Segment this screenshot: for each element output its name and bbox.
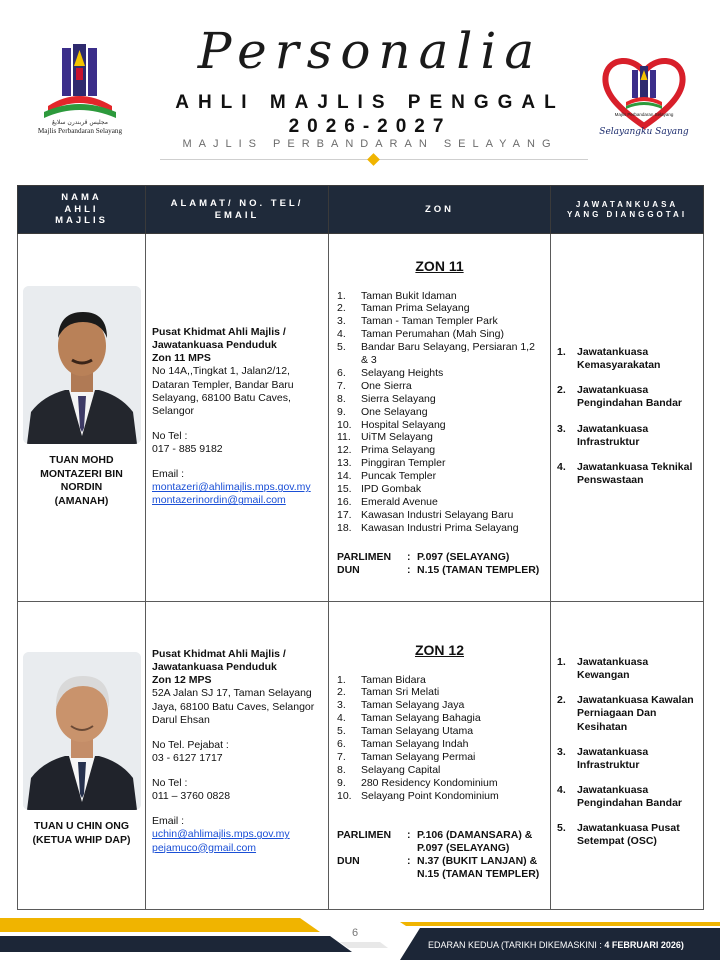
committee-list xyxy=(557,346,697,487)
list-number: 7. xyxy=(337,750,346,763)
list-item-text: Taman - Taman Templer Park xyxy=(361,315,498,328)
list-item-text: Taman Selayang Bahagia xyxy=(361,712,481,725)
list-number: 4. xyxy=(337,328,346,341)
table-header-row xyxy=(18,186,704,234)
area-item xyxy=(337,367,542,380)
list-number: 2. xyxy=(557,694,566,707)
office-tel-label: No Tel. Pejabat : xyxy=(152,738,229,751)
area-item xyxy=(337,406,542,419)
table-row xyxy=(18,602,704,910)
office-tel-number: 03 - 6127 1717 xyxy=(152,751,223,764)
page-number: 6 xyxy=(352,927,359,939)
area-item xyxy=(337,380,542,393)
email-link-secondary[interactable]: pejamuco@gmail.com xyxy=(152,841,257,854)
list-item-text: Taman Selayang Permai xyxy=(361,750,476,763)
area-item xyxy=(337,444,542,457)
list-item-text: Emerald Avenue xyxy=(361,496,438,508)
list-item-text: One Sierra xyxy=(361,379,412,392)
office-zone: Zon 11 MPS xyxy=(152,352,211,365)
list-number: 14. xyxy=(337,470,352,483)
tel-number: 017 - 885 9182 xyxy=(152,443,223,455)
list-number: 2. xyxy=(337,302,346,315)
column-header-address: ALAMAT/ NO. TEL/ EMAIL xyxy=(146,186,329,234)
area-item xyxy=(337,470,542,483)
committee-item xyxy=(557,656,697,682)
list-item-text: Selayang Heights xyxy=(361,366,444,379)
tel-label: No Tel : xyxy=(152,429,188,442)
area-item xyxy=(337,509,542,522)
list-item-text: Jawatankuasa Infrastruktur xyxy=(577,422,649,448)
area-item xyxy=(337,393,542,406)
committees-cell xyxy=(551,602,704,910)
column-header-committees: JAWATANKUASA YANG DIANGGOTAI xyxy=(551,186,704,234)
list-number: 4. xyxy=(337,712,346,725)
list-item-text: Hospital Selayang xyxy=(361,418,446,431)
member-name: TUAN U CHIN ONG xyxy=(33,820,130,832)
list-item-text: Taman Prima Selayang xyxy=(361,302,470,315)
script-title: Personalia xyxy=(197,22,543,80)
list-number: 1. xyxy=(337,673,346,686)
dun-value: N.15 (TAMAN TEMPLER) xyxy=(417,563,540,576)
member-photo xyxy=(23,652,141,810)
list-number: 4. xyxy=(557,460,566,473)
area-item xyxy=(337,522,542,535)
parlimen-value: P.097 (SELAYANG) xyxy=(417,550,510,563)
zone-cell xyxy=(329,234,551,602)
area-item xyxy=(337,431,542,444)
area-item xyxy=(337,790,542,803)
area-list xyxy=(337,290,542,535)
dun-label: DUN xyxy=(337,854,360,867)
member-cell xyxy=(18,602,146,910)
list-number: 3. xyxy=(557,745,566,758)
council-name: MAJLIS PERBANDARAN SELAYANG xyxy=(182,138,558,150)
area-item xyxy=(337,738,542,751)
zone-cell xyxy=(329,602,551,910)
committee-item xyxy=(557,822,697,848)
tel-label: No Tel : xyxy=(152,777,188,789)
member-party: (AMANAH) xyxy=(54,494,109,507)
list-item-text: Taman Perumahan (Mah Sing) xyxy=(361,328,504,341)
list-item-text: IPD Gombak xyxy=(361,483,422,496)
list-item-text: Jawatankuasa Kewangan xyxy=(577,656,649,682)
list-number: 2. xyxy=(557,384,566,397)
member-cell xyxy=(18,234,146,602)
list-number: 10. xyxy=(337,418,352,431)
office-zone: Zon 12 MPS xyxy=(152,674,212,687)
list-number: 1. xyxy=(557,346,566,358)
committee-item xyxy=(557,784,697,810)
list-item-text: Sierra Selayang xyxy=(361,392,436,405)
list-number: 4. xyxy=(557,783,566,796)
list-item-text: 280 Residency Kondominium xyxy=(361,776,498,789)
list-number: 5. xyxy=(337,725,346,738)
member-photo xyxy=(23,286,141,444)
area-item xyxy=(337,496,542,509)
list-number: 8. xyxy=(337,392,346,405)
area-item xyxy=(337,290,542,303)
parlimen-value: P.106 (DAMANSARA) & P.097 (SELAYANG) xyxy=(417,828,533,854)
committee-item xyxy=(557,346,697,372)
dun-value: N.37 (BUKIT LANJAN) & N.15 (TAMAN TEMPLER) xyxy=(417,854,540,880)
selayangku-sayang-logo xyxy=(598,48,690,138)
list-item-text: Taman Selayang Jaya xyxy=(361,699,465,712)
list-number: 3. xyxy=(557,422,566,435)
list-number: 15. xyxy=(337,483,352,496)
list-item-text: Puncak Templer xyxy=(361,470,437,483)
area-item xyxy=(337,777,542,790)
area-item xyxy=(337,302,542,315)
list-item-text: Selayang Point Kondominium xyxy=(361,789,499,802)
list-item-text: Jawatankuasa Pusat Setempat (OSC) xyxy=(577,822,680,848)
revision-note-prefix: EDARAN KEDUA (TARIKH DIKEMASKINI : xyxy=(428,940,602,950)
list-item-text: Jawatankuasa Kemasyarakatan xyxy=(577,346,661,372)
list-number: 9. xyxy=(337,776,346,789)
committee-item xyxy=(557,694,697,733)
area-item xyxy=(337,315,542,328)
list-item-text: Bandar Baru Selayang, Persiaran 1,2 & 3 xyxy=(361,341,535,367)
list-number: 13. xyxy=(337,457,352,470)
list-number: 12. xyxy=(337,444,352,457)
svg-text:Selayangku Sayang: Selayangku Sayang xyxy=(599,127,689,137)
zone-title: ZON 11 xyxy=(415,258,464,274)
area-item xyxy=(337,751,542,764)
list-item-text: Jawatankuasa Infrastruktur xyxy=(577,745,649,771)
dun-label: DUN xyxy=(337,563,360,576)
list-number: 17. xyxy=(337,508,352,521)
list-item-text: Jawatankuasa Teknikal Penswastaan xyxy=(577,460,693,486)
area-item xyxy=(337,725,542,738)
area-item xyxy=(337,764,542,777)
table-row xyxy=(18,234,704,602)
list-item-text: Taman Selayang Indah xyxy=(361,738,469,751)
list-number: 9. xyxy=(337,405,346,418)
list-number: 11. xyxy=(337,431,351,444)
area-item xyxy=(337,699,542,712)
list-item-text: Pinggiran Templer xyxy=(361,457,446,470)
parlimen-label: PARLIMEN xyxy=(337,828,392,841)
area-item xyxy=(337,328,542,341)
svg-text:Majlis Perbandaran Selayang: Majlis Perbandaran Selayang xyxy=(614,112,674,117)
list-number: 1. xyxy=(337,289,346,302)
list-number: 6. xyxy=(337,738,346,751)
area-item xyxy=(337,686,542,699)
area-item xyxy=(337,483,542,496)
contact-cell xyxy=(146,602,329,910)
email-link-primary[interactable]: montazeri@ahlimajlis.mps.gov.my xyxy=(152,481,311,494)
committee-item xyxy=(557,384,697,410)
revision-date: 4 FEBRUARI 2026) xyxy=(604,940,684,950)
contact-cell xyxy=(146,234,329,602)
constituency-info: PARLIMEN : P.097 (SELAYANG) DUN : N.15 (TAMAN TEMPLER) xyxy=(337,550,540,576)
list-number: 3. xyxy=(337,699,346,712)
email-label: Email : xyxy=(152,815,185,828)
revision-note xyxy=(428,940,684,950)
list-item-text: Kawasan Industri Prima Selayang xyxy=(361,521,519,534)
area-item xyxy=(337,419,542,432)
svg-text:Majlis Perbandaran Selayang: Majlis Perbandaran Selayang xyxy=(37,127,123,135)
constituency-info: PARLIMEN : P.106 (DAMANSARA) & P.097 (SELAYANG) DUN : N.37 (BUKIT LANJAN) & N.15 (TAMAN TEMPLER) xyxy=(337,829,542,881)
tel-number: 011 – 3760 0828 xyxy=(152,790,231,803)
committee-list xyxy=(557,656,697,848)
area-list xyxy=(337,674,542,803)
list-number: 16. xyxy=(337,496,352,508)
list-item-text: Prima Selayang xyxy=(361,444,436,457)
list-item-text: Selayang Capital xyxy=(361,763,441,776)
office-address: 52A Jalan SJ 17, Taman Selayang Jaya, 68100 Batu Caves, Selangor Darul Ehsan xyxy=(152,687,315,726)
list-item-text: One Selayang xyxy=(361,405,428,418)
list-item-text: Kawasan Industri Selayang Baru xyxy=(361,508,514,521)
email-label: Email : xyxy=(152,468,185,481)
committee-item xyxy=(557,461,697,487)
page-title: AHLI MAJLIS PENGGAL xyxy=(175,92,565,113)
svg-text:مجليس ڤربندرن سلايڠ: مجليس ڤربندرن سلايڠ xyxy=(52,119,108,126)
committees-cell xyxy=(551,234,704,602)
parlimen-label: PARLIMEN xyxy=(337,550,392,563)
column-header-zone: ZON xyxy=(329,186,551,234)
term-years: 2026-2027 xyxy=(288,116,452,137)
list-item-text: Jawatankuasa Pengindahan Bandar xyxy=(577,384,683,410)
list-number: 1. xyxy=(557,656,566,668)
email-link-primary[interactable]: uchin@ahlimajlis.mps.gov.my xyxy=(152,828,290,841)
area-item xyxy=(337,457,542,470)
footer-band xyxy=(0,912,720,960)
list-item-text: UiTM Selayang xyxy=(361,431,433,444)
list-number: 6. xyxy=(337,366,346,379)
member-name: TUAN MOHD MONTAZERI BIN NORDIN xyxy=(40,454,123,494)
area-item xyxy=(337,674,542,687)
list-item-text: Jawatankuasa Kawalan Perniagaan Dan Kesihatan xyxy=(577,694,694,733)
members-table xyxy=(17,185,704,910)
list-item-text: Taman Selayang Utama xyxy=(361,725,474,738)
mps-logo xyxy=(30,40,130,135)
committee-item xyxy=(557,423,697,449)
area-item xyxy=(337,712,542,725)
diamond-icon xyxy=(367,153,380,166)
zone-title: ZON 12 xyxy=(414,642,464,658)
list-number: 5. xyxy=(557,822,566,835)
list-number: 7. xyxy=(337,379,346,392)
list-item-text: Taman Bukit Idaman xyxy=(361,289,457,302)
committee-item xyxy=(557,746,697,772)
member-party: (KETUA WHIP DAP) xyxy=(32,833,131,846)
list-item-text: Taman Bidara xyxy=(361,673,426,686)
office-address: No 14A,,Tingkat 1, Jalan2/12, Dataran Templer, Bandar Baru Selayang, 68100 Batu Caves, Selangor xyxy=(152,365,294,417)
list-number: 18. xyxy=(337,521,352,534)
area-item xyxy=(337,341,542,367)
list-number: 10. xyxy=(337,789,352,802)
list-item-text: Taman Sri Melati xyxy=(361,686,440,699)
list-item-text: Jawatankuasa Pengindahan Bandar xyxy=(577,783,683,809)
email-link-secondary[interactable]: montazerinordin@gmail.com xyxy=(152,494,286,507)
list-number: 3. xyxy=(337,315,346,328)
office-title: Pusat Khidmat Ahli Majlis / Jawatankuasa Penduduk xyxy=(152,326,286,352)
list-number: 5. xyxy=(337,341,346,354)
list-number: 2. xyxy=(337,686,346,699)
office-title: Pusat Khidmat Ahli Majlis / Jawatankuasa Penduduk xyxy=(152,648,286,674)
list-number: 8. xyxy=(337,763,346,776)
column-header-name: NAMA AHLI MAJLIS xyxy=(18,186,146,234)
